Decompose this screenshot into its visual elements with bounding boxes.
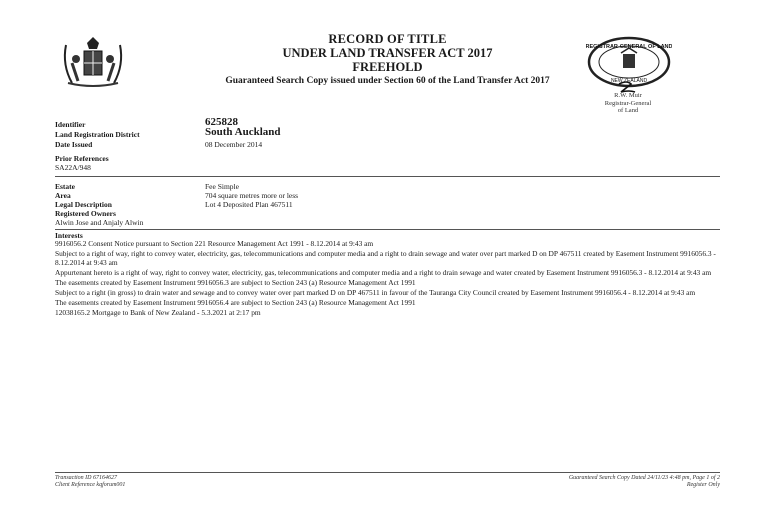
title-line-2: UNDER LAND TRANSFER ACT 2017 xyxy=(282,46,493,60)
coat-of-arms-icon xyxy=(58,35,128,90)
document-header xyxy=(160,32,615,87)
register-only: Register Only xyxy=(686,482,720,488)
subtitle: Guaranteed Search Copy issued under Section 60 of the Land Transfer Act 2017 xyxy=(225,76,550,86)
legal-description-value: Lot 4 Deposited Plan 467511 xyxy=(205,200,293,209)
area-value: 704 square metres more or less xyxy=(205,191,299,200)
date-issued-label: Date Issued xyxy=(55,140,93,149)
transaction-id: Transaction ID 67164627 xyxy=(55,475,118,481)
interest-item: Appurtenant hereto is a right of way, right to convey water, electricity, gas, telecommunications and computer media and a right to drain sewage and water created by Easement Instrument 9916056.3 - 8.12.2014 at 9:43 am xyxy=(55,267,712,277)
prior-references-value: SA22A/948 xyxy=(55,163,91,172)
client-reference: Client Reference kqforum001 xyxy=(55,482,126,488)
seal-text-bottom: NEW ZEALAND xyxy=(610,78,648,84)
interests-list xyxy=(55,240,720,318)
identifier-value: 625828 xyxy=(205,116,238,128)
registrar-role: Registrar-General xyxy=(604,99,652,107)
registrar-signature-block xyxy=(588,92,668,115)
prior-references-label: Prior References xyxy=(55,154,109,163)
identifier-label: Identifier xyxy=(55,120,86,129)
interest-item: The easements created by Easement Instrument 9916056.3 are subject to Section 243 (a) Resource Management Act 1991 xyxy=(55,277,416,287)
interest-item: The easements created by Easement Instrument 9916056.4 are subject to Section 243 (a) Resource Management Act 1991 xyxy=(55,297,416,307)
search-copy-info: Guaranteed Search Copy Dated 24/11/23 4:48 pm, Page 1 of 2 xyxy=(568,475,720,481)
estate-value: Fee Simple xyxy=(205,182,239,191)
interest-item: 12038165.2 Mortgage to Bank of New Zealand - 5.3.2021 at 2:17 pm xyxy=(55,307,261,317)
registered-owners-value: Alwin Jose and Anjaly Alwin xyxy=(55,218,144,227)
interests-heading: Interests xyxy=(55,231,83,240)
legal-description-label: Legal Description xyxy=(55,200,112,209)
district-label: Land Registration District xyxy=(55,130,140,139)
interest-item: Subject to a right (in gross) to drain water and sewage and to convey water over part marked D on DP 467511 in favour of the Tauranga City Council created by Easement Instrument 9916056.4 - 8.12.2014 at 9:43 am xyxy=(55,287,696,297)
interest-item: Subject to a right of way, right to convey water, electricity, gas, telecommunications and computer media and a right to drain sewage and water over part marked D on DP 467511 created by Easement Instrument 9916056.3 - 8.12.2014 at 9:43 am xyxy=(55,248,716,267)
registered-owners-label: Registered Owners xyxy=(55,209,116,218)
area-label: Area xyxy=(55,191,71,200)
registrar-name: R.W. Muir xyxy=(614,92,642,99)
interest-item: 9916056.2 Consent Notice pursuant to Section 221 Resource Management Act 1991 - 8.12.2014 at 9:43 am xyxy=(55,239,374,248)
registrar-role-2: of Land xyxy=(617,107,639,114)
district-value: South Auckland xyxy=(205,126,281,138)
footer-divider xyxy=(55,472,720,473)
divider xyxy=(55,176,720,177)
estate-label: Estate xyxy=(55,182,75,191)
title-line-3: FREEHOLD xyxy=(352,60,423,74)
seal-text-top: REGISTRAR-GENERAL OF LAND xyxy=(586,44,672,50)
date-issued-value: 08 December 2014 xyxy=(205,140,263,149)
title-line-1: RECORD OF TITLE xyxy=(328,32,447,46)
divider xyxy=(55,229,720,230)
